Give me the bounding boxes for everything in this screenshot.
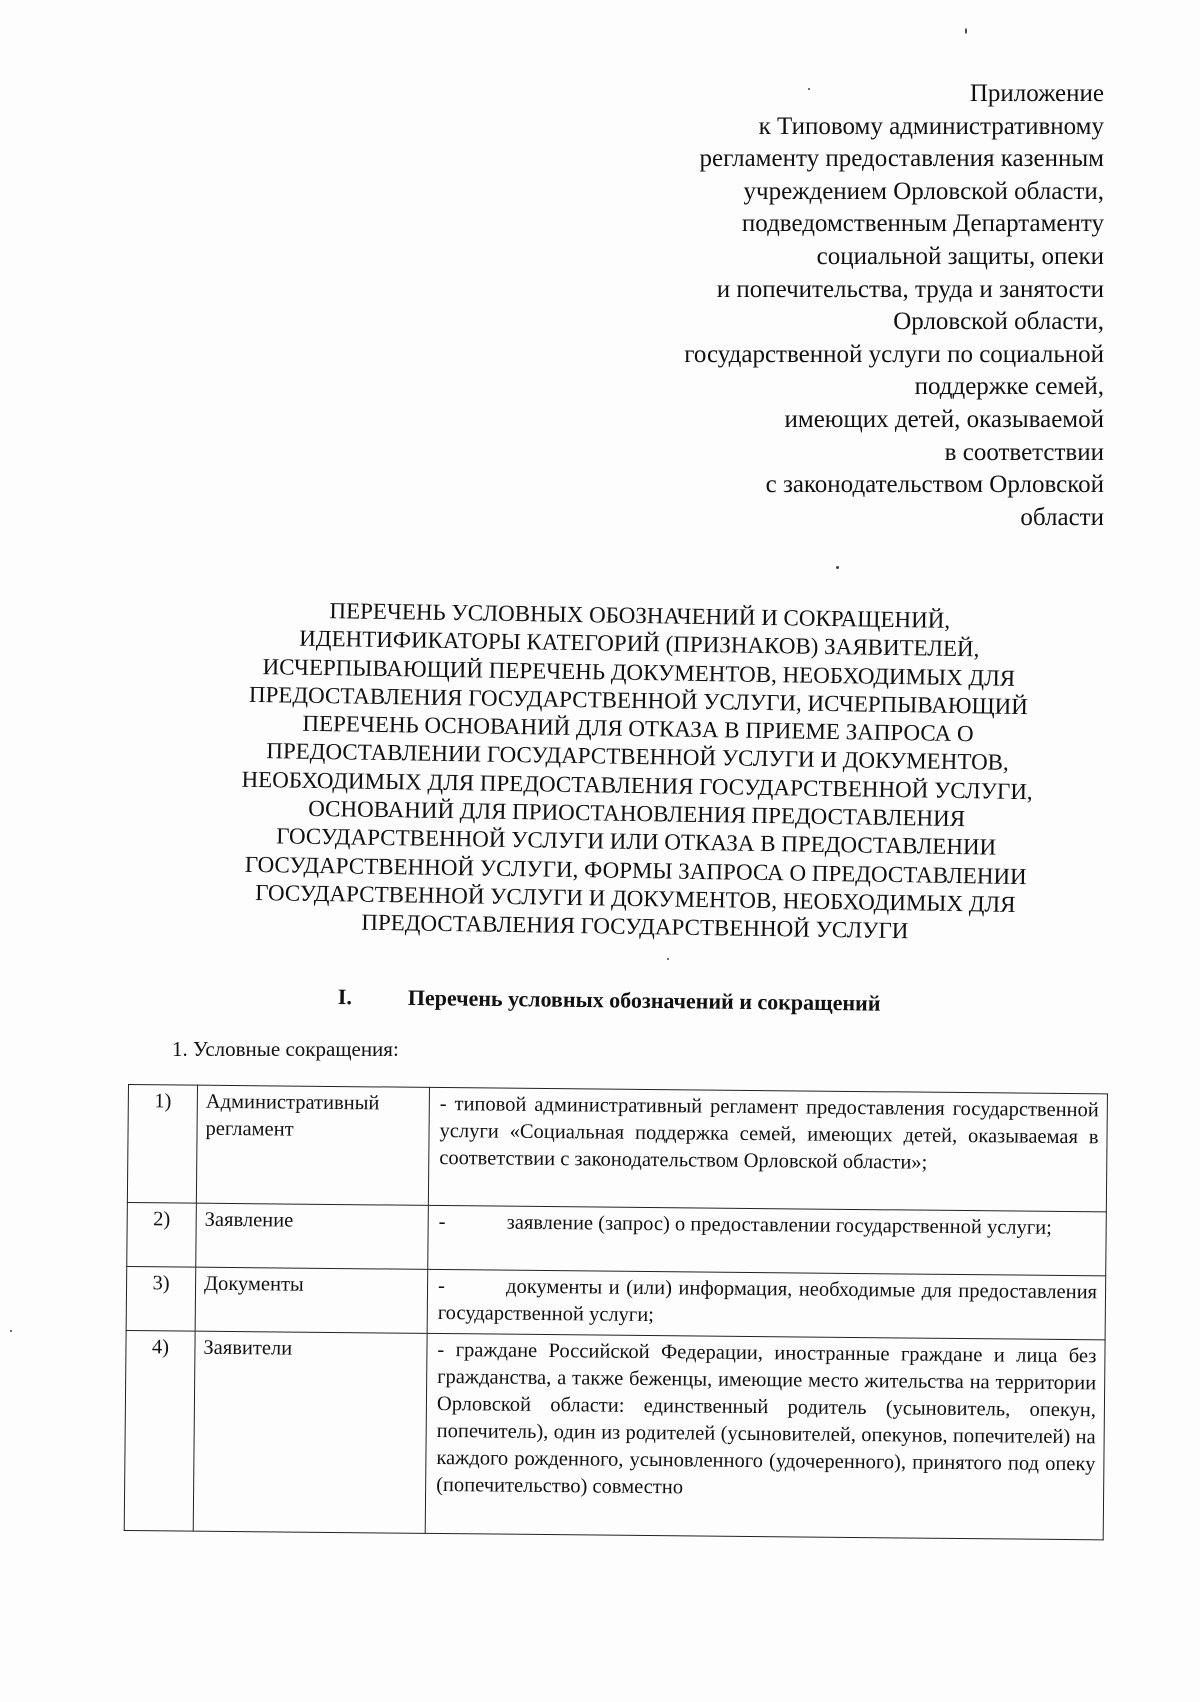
appendix-line: в соответствии [944, 438, 1104, 466]
title-line: ГОСУДАРСТВЕННОЙ УСЛУГИ И ДОКУМЕНТОВ, НЕОБХОДИМЫХ ДЛЯ [255, 879, 1016, 917]
title-line: ИДЕНТИФИКАТОРЫ КАТЕГОРИЙ (ПРИЗНАКОВ) ЗАЯВИТЕЛЕЙ, [299, 625, 980, 662]
title-line: ПЕРЕЧЕНЬ ОСНОВАНИЙ ДЛЯ ОТКАЗА В ПРИЕМЕ ЗАПРОСА О [302, 710, 974, 747]
appendix-header [564, 78, 1104, 534]
appendix-line: учреждением Орловской области, [743, 177, 1104, 205]
row-number: 1) [127, 1085, 197, 1204]
appendix-line: подведомственным Департаменту [741, 210, 1104, 238]
scan-speck [667, 958, 669, 960]
appendix-line: Орловской области, [893, 308, 1104, 336]
title-line: ГОСУДАРСТВЕННОЙ УСЛУГИ, ФОРМЫ ЗАПРОСА О ПРЕДОСТАВЛЕНИИ [244, 851, 1027, 889]
appendix-line: к Типовому административному [758, 112, 1104, 140]
row-description: - граждане Российской Федерации, иностранные граждане и лица без гражданства, а также беженцы, имеющие место жительства на территории Орловской области: единственный родитель (усыновитель, опекун, попечитель), один из родителей (усыновителей, опекунов, попечителей) на каждого рожденного, усыновленного (удочеренного), принятого под опеку (попечительство) совместно [425, 1333, 1105, 1539]
section-heading [338, 984, 978, 1018]
table-row [126, 1266, 1106, 1339]
row-number: 4) [124, 1330, 195, 1531]
table-row [127, 1202, 1107, 1275]
title-line: ПРЕДОСТАВЛЕНИЯ ГОСУДАРСТВЕННОЙ УСЛУГИ, ИСЧЕРПЫВАЮЩИЙ [248, 681, 1029, 719]
scan-speck [836, 566, 839, 569]
abbreviations-table [124, 1084, 1108, 1540]
title-line: НЕОБХОДИМЫХ ДЛЯ ПРЕДОСТАВЛЕНИЯ ГОСУДАРСТВЕННОЙ УСЛУГИ, [241, 766, 1033, 804]
row-number: 3) [126, 1266, 196, 1331]
table-row [127, 1085, 1107, 1212]
appendix-line: области [1020, 503, 1104, 531]
row-number: 2) [127, 1202, 197, 1267]
row-term: Административный регламент [196, 1085, 429, 1205]
row-description: заявление (запрос) о предоставлении государственной услуги; [506, 1211, 1053, 1239]
table-row [124, 1330, 1105, 1539]
title-line: ОСНОВАНИЙ ДЛЯ ПРИОСТАНОВЛЕНИЯ ПРЕДОСТАВЛЕНИЯ [308, 795, 966, 832]
row-term: Заявители [193, 1331, 427, 1533]
appendix-line: поддержке семей, [914, 373, 1104, 401]
scan-speck [808, 88, 810, 90]
title-line: ПЕРЕЧЕНЬ УСЛОВНЫХ ОБОЗНАЧЕНИЙ И СОКРАЩЕНИЙ, [329, 598, 951, 633]
scan-speck [965, 28, 967, 34]
appendix-line: имеющих детей, оказываемой [784, 405, 1104, 433]
appendix-line: с законодательством Орловской [765, 471, 1104, 499]
title-line: ИСЧЕРПЫВАЮЩИЙ ПЕРЕЧЕНЬ ДОКУМЕНТОВ, НЕОБХОДИМЫХ ДЛЯ [262, 653, 1016, 691]
row-description: - типовой административный регламент предоставления государственной услуги «Социальная поддержка семей, имеющих детей, оказываемая в соответствии с законодательством Орловской области»; [428, 1087, 1107, 1212]
row-description-cell [427, 1269, 1106, 1340]
title-line: ПРЕДОСТАВЛЕНИИ ГОСУДАРСТВЕННОЙ УСЛУГИ И ДОКУМЕНТОВ, [266, 738, 1009, 776]
appendix-line: регламенту предоставления казенным [699, 145, 1104, 173]
appendix-line: государственной услуги по социальной [684, 340, 1104, 368]
section-heading-text: Перечень условных обозначений и сокращений [407, 984, 881, 1016]
title-line: ПРЕДОСТАВЛЕНИЯ ГОСУДАРСТВЕННОЙ УСЛУГИ [361, 909, 909, 944]
appendix-line: социальной защиты, опеки [816, 242, 1104, 270]
section-number: I. [337, 984, 353, 1010]
row-term: Заявление [196, 1203, 429, 1269]
document-title [195, 595, 1080, 948]
title-line: ГОСУДАРСТВЕННОЙ УСЛУГИ ИЛИ ОТКАЗА В ПРЕДОСТАВЛЕНИИ [276, 823, 997, 860]
subheading: 1. Условные сокращения: [172, 1037, 399, 1061]
row-dash: - [437, 1274, 446, 1298]
appendix-line: Приложение [969, 80, 1104, 107]
row-term: Документы [195, 1267, 428, 1333]
scan-speck [10, 1330, 12, 1332]
row-description: документы и (или) информация, необходимые для предоставления государственной услуги; [437, 1275, 1098, 1327]
row-description-cell [428, 1205, 1107, 1276]
row-dash: - [438, 1210, 446, 1234]
appendix-line: и попечительства, труда и занятости [716, 275, 1104, 303]
